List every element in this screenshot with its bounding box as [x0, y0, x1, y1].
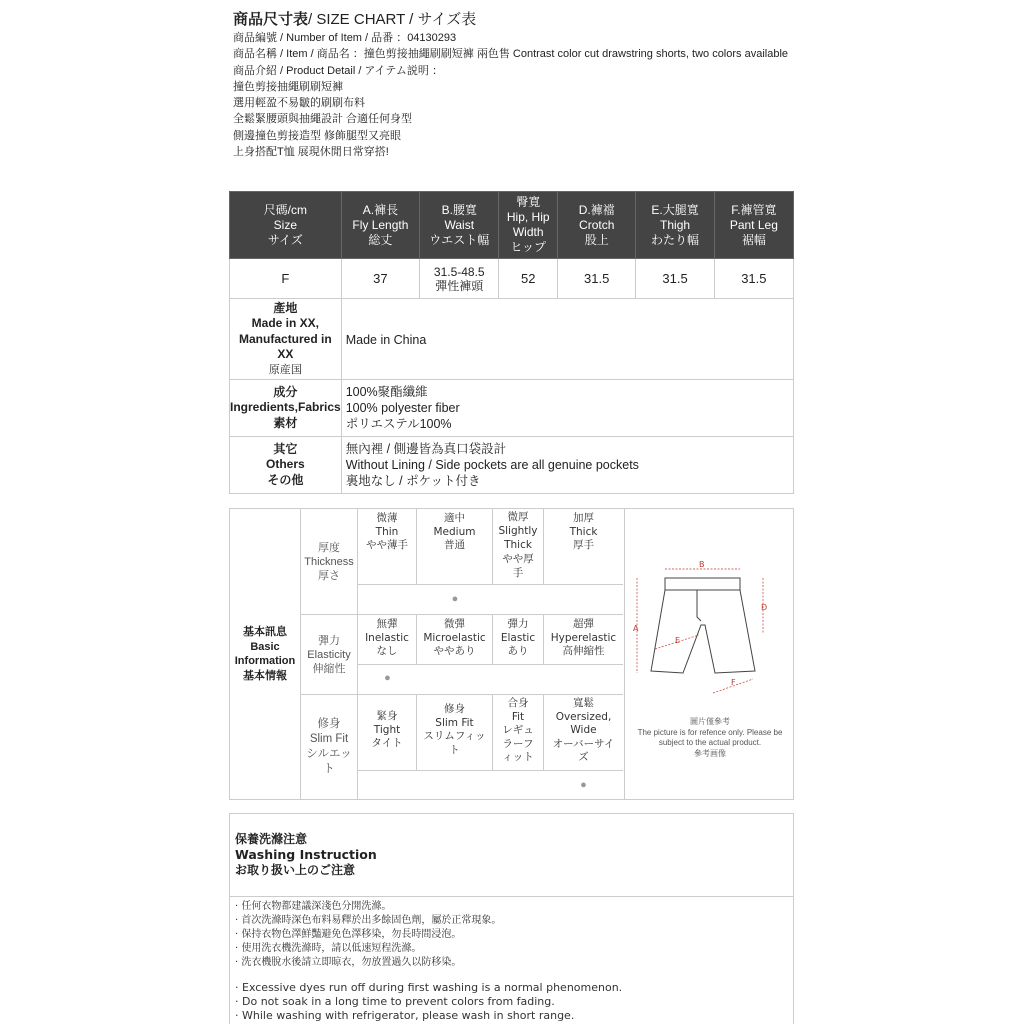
elasticity-label: 彈力 Elasticity 伸縮性 — [301, 615, 358, 694]
product-detail-label: 商品介紹 / Product Detail / アイテム説明 ： — [233, 64, 443, 77]
washing-instructions — [229, 813, 794, 1024]
header-fly-length: A.褲長 Fly Length 総丈 — [341, 192, 419, 259]
origin-row — [230, 299, 794, 380]
thickness-option-thick: 加厚 Thick 厚手 — [544, 509, 623, 585]
washing-item: · 使用洗衣機洗滌時，請以低速短程洗滌。 — [235, 943, 422, 954]
origin-value: Made in China — [341, 299, 793, 380]
pant-leg-value: 31.5 — [714, 259, 793, 299]
header-hip: 臀寬 Hip, Hip Width ヒップ — [499, 192, 558, 259]
basic-information — [229, 508, 794, 800]
detail-line: 側邊撞色剪接造型 修飾腿型又亮眼 — [233, 129, 402, 142]
others-label: 其它 Others その他 — [230, 437, 342, 494]
thigh-value: 31.5 — [636, 259, 714, 299]
washing-item: · While washing with refrigerator, please wash in short range. — [235, 1009, 575, 1022]
header-pant-leg: F.褲管寬 Pant Leg 裾幅 — [714, 192, 793, 259]
elasticity-option-microelastic: 微彈 Microelastic ややあり — [417, 615, 493, 665]
diagram-caption: 圖片僅參考 The picture is for refence only. Please be subject to the actual product. 參考画像 — [637, 717, 783, 758]
label-b: B — [699, 560, 705, 569]
header-thigh: E.大腿寬 Thigh わたり幅 — [636, 192, 714, 259]
fit-option-slim-fit: 修身 Slim Fit スリムフィッ ト — [417, 695, 493, 771]
fit-option-fit: 合身 Fit レギュ ラーフ ィット — [493, 695, 544, 771]
size-table-header — [230, 192, 794, 259]
washing-heading: 保養洗滌注意 Washing Instruction お取り扱い上のご注意 — [235, 832, 377, 877]
fit-label: 修身 Slim Fit シルエッ ト — [301, 695, 358, 799]
size-row — [230, 259, 794, 299]
detail-line: 撞色剪接抽繩刷刷短褲 — [233, 80, 343, 93]
elasticity-selected-dot: ● — [384, 672, 391, 684]
size-chart-title — [233, 10, 798, 30]
thickness-option-medium: 適中 Medium 普通 — [417, 509, 493, 585]
washing-list-zh — [235, 900, 501, 970]
washing-item: · 洗衣機脫水後請立即晾衣，勿放置過久以防移染。 — [235, 957, 462, 968]
fit-option-tight: 緊身 Tight タイト — [358, 695, 417, 771]
waist-value: 31.5-48.5 彈性褲頭 — [420, 259, 499, 299]
others-row — [230, 437, 794, 494]
washing-list-en — [235, 981, 622, 1023]
washing-item: · 任何衣物都建議深淺色分開洗滌。 — [235, 901, 392, 912]
crotch-value: 31.5 — [558, 259, 636, 299]
label-e: E — [675, 636, 681, 645]
elasticity-option-hyperelastic: 超彈 Hyperelastic 高伸縮性 — [544, 615, 623, 665]
washing-item: · 首次洗滌時深色布料易釋於出多餘固色劑，屬於正常現象。 — [235, 915, 502, 926]
size-value: F — [230, 259, 342, 299]
elasticity-option-elastic: 彈力 Elastic あり — [493, 615, 544, 665]
label-a: A — [633, 624, 639, 633]
ingredients-label: 成分 Ingredients,Fabrics 素材 — [230, 380, 342, 437]
header-crotch: D.褲襠 Crotch 股上 — [558, 192, 636, 259]
thickness-selected-dot: ● — [451, 593, 459, 605]
thickness-label: 厚度 Thickness 厚さ — [301, 509, 358, 614]
label-f: F — [731, 678, 736, 687]
title-main: 商品尺寸表 — [233, 11, 309, 28]
thickness-option-slightly-thick: 微厚 Slightly Thick やや厚 手 — [493, 509, 544, 585]
size-table — [229, 191, 794, 494]
ingredients-value: 100%聚酯纖維 100% polyester fiber ポリエステル100% — [341, 380, 793, 437]
header-size: 尺碼/cm Size サイズ — [230, 192, 342, 259]
washing-item: · Do not soak in a long time to prevent colors from fading. — [235, 995, 555, 1008]
header-waist: B.腰寬 Waist ウエスト幅 — [420, 192, 499, 259]
shorts-measurement-illustration — [625, 509, 795, 709]
hip-value: 52 — [499, 259, 558, 299]
basic-info-label: 基本訊息 Basic Information 基本情報 — [230, 509, 301, 799]
shorts-diagram — [624, 509, 794, 799]
washing-divider — [230, 896, 793, 897]
label-d: D — [761, 603, 768, 612]
detail-line: 上身搭配T恤 展現休閒日常穿搭! — [233, 146, 389, 159]
fit-option-oversized: 寬鬆 Oversized, Wide オーバーサイ ズ — [544, 695, 623, 771]
others-value: 無內裡 / 側邊皆為真口袋設計 Without Lining / Side pockets are all genuine pockets 裏地なし / ポケット付き — [341, 437, 793, 494]
detail-line: 全鬆緊腰頭與抽繩設計 合適任何身型 — [233, 113, 413, 126]
ingredients-row — [230, 380, 794, 437]
thickness-option-thin: 微薄 Thin やや薄手 — [358, 509, 417, 585]
origin-label: 產地 Made in XX, Manufactured in XX 原産国 — [230, 299, 342, 380]
item-name: 商品名稱 / Item / 商品名 ：撞色剪接抽繩刷刷短褲 兩色售 Contrast color cut drawstring shorts, two colors available — [233, 48, 789, 61]
fit-selected-dot: ● — [580, 779, 587, 791]
item-number: 商品編號 / Number of Item / 品番 ：04130293 — [233, 32, 457, 44]
title-sub: / SIZE CHART / サイズ表 — [308, 11, 477, 28]
washing-item: · 保持衣物色澤鮮豔避免色澤移染，勿長時間浸泡。 — [235, 929, 462, 940]
product-header — [233, 10, 798, 160]
washing-item: · Excessive dyes run off during first washing is a normal phenomenon. — [235, 981, 623, 994]
fly-length-value: 37 — [341, 259, 419, 299]
elasticity-option-inelastic: 無彈 Inelastic なし — [358, 615, 417, 665]
detail-line: 選用輕盈不易皺的刷刷布料 — [233, 97, 365, 110]
